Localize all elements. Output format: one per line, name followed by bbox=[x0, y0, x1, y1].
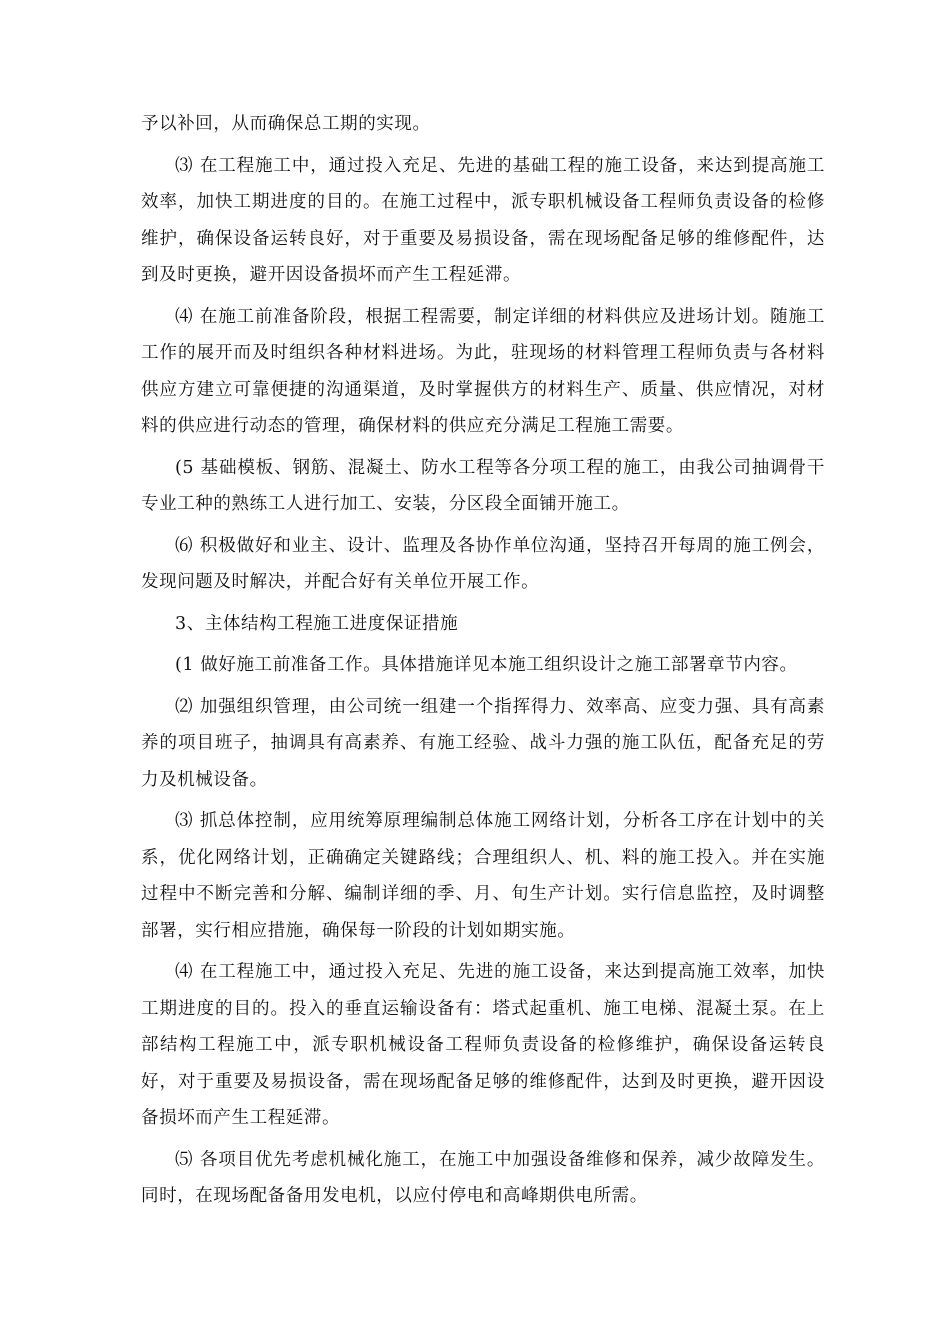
paragraph-item-3: ⑶ 在工程施工中，通过投入充足、先进的基础工程的施工设备，来达到提高施工效率，加快工期进度的目的。在施工过程中，派专职机械设备工程师负责设备的检修维护，确保设备运转良好，对于重要及易损设备，需在现场配备足够的维修配件，达到及时更换，避开因设备损坏而产生工程延滞。 bbox=[141, 155, 825, 285]
paragraph-item-4b: ⑷ 在工程施工中，通过投入充足、先进的施工设备，来达到提高施工效率，加快工期进度的目的。投入的垂直运输设备有：塔式起重机、施工电梯、混凝土泵。在上部结构工程施工中，派专职机械设备工程师负责设备的检修维护，确保设备运转良好，对于重要及易损设备，需在现场配备足够的维修配件，达到及时更换，避开因设备损坏而产生工程延滞。 bbox=[141, 962, 825, 1128]
paragraph-continuation: 予以补回，从而确保总工期的实现。 bbox=[141, 114, 431, 134]
paragraph-item-3b: ⑶ 抓总体控制，应用统筹原理编制总体施工网络计划，分析各工序在计划中的关系，优化网络计划，正确确定关键路线；合理组织人、机、料的施工投入。并在实施过程中不断完善和分解、编制详细的季、月、旬生产计划。实行信息监控，及时调整部署，实行相应措施，确保每一阶段的计划如期实施。 bbox=[141, 811, 825, 941]
paragraph-item-5b: ⑸ 各项目优先考虑机械化施工，在施工中加强设备维修和保养，减少故障发生。同时，在现场配备备用发电机，以应付停电和高峰期供电所需。 bbox=[141, 1149, 825, 1206]
paragraph-item-6: ⑹ 积极做好和业主、设计、监理及各协作单位沟通，坚持召开每周的施工例会，发现问题及时解决，并配合好有关单位开展工作。 bbox=[141, 535, 825, 592]
paragraph-item-5: (5 基础模板、钢筋、混凝土、防水工程等各分项工程的施工，由我公司抽调骨干专业工种的熟练工人进行加工、安装，分区段全面铺开施工。 bbox=[141, 457, 825, 514]
document-body bbox=[141, 106, 825, 1215]
paragraph-item-1: (1 做好施工前准备工作。具体措施详见本施工组织设计之施工部署章节内容。 bbox=[175, 655, 798, 675]
paragraph-item-4: ⑷ 在施工前准备阶段，根据工程需要，制定详细的材料供应及进场计划。随施工工作的展开而及时组织各种材料进场。为此，驻现场的材料管理工程师负责与各材料供应方建立可靠便捷的沟通渠道，及时掌握供方的材料生产、质量、供应情况，对材料的供应进行动态的管理，确保材料的供应充分满足工程施工需要。 bbox=[141, 306, 825, 436]
section-heading: 3、主体结构工程施工进度保证措施 bbox=[175, 613, 459, 634]
paragraph-item-2: ⑵ 加强组织管理，由公司统一组建一个指挥得力、效率高、应变力强、具有高素养的项目班子，抽调具有高素养、有施工经验、战斗力强的施工队伍，配备充足的劳力及机械设备。 bbox=[141, 696, 825, 790]
